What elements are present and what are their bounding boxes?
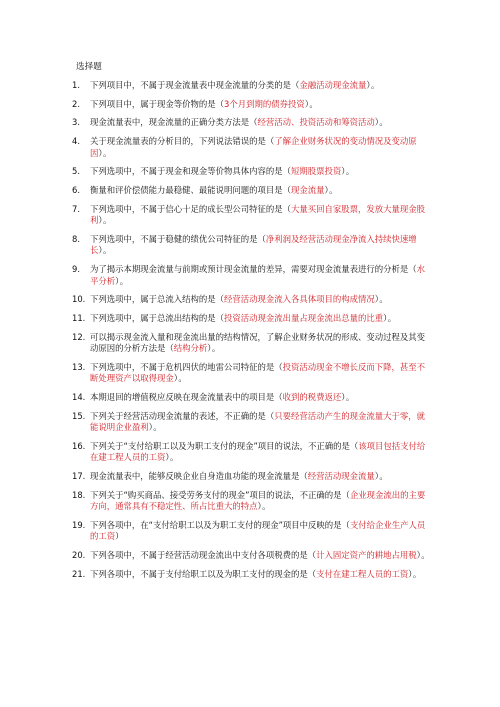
- question-answer: 收到的税费返还: [282, 391, 342, 402]
- question-number: 14.: [72, 391, 86, 402]
- question-close: ）。: [257, 501, 272, 512]
- question-answer: 3个月到期的债券投资: [224, 98, 305, 109]
- question-close: ）。: [173, 373, 188, 384]
- question-close: ）。: [341, 166, 355, 177]
- question-item: [72, 166, 432, 178]
- question-stem: 下列各项中，不属于支付给职工以及为职工支付的现金的是（: [90, 568, 317, 579]
- question-answer: 经营活动、投资活动和筹资活动: [257, 117, 375, 128]
- question-close: ）。: [383, 312, 397, 323]
- question-close: ）。: [148, 422, 163, 433]
- question-number: 3.: [72, 117, 80, 128]
- question-item: [72, 264, 432, 287]
- question-close: ）。: [408, 568, 422, 579]
- question-item: [72, 313, 432, 325]
- question-close: ）。: [341, 391, 355, 402]
- question-number: 21.: [72, 568, 86, 579]
- section-heading: 选择题: [76, 62, 102, 72]
- question-answer: 短期股票投资: [291, 166, 342, 177]
- question-answer: 水平分析: [90, 264, 425, 286]
- question-number: 5.: [72, 166, 80, 177]
- question-number: 19.: [72, 519, 86, 530]
- question-close: ）。: [115, 275, 129, 286]
- question-answer: 结构分析: [173, 343, 208, 354]
- question-stem: 下列关于“购买商品、接受劳务支付的现金”项目的说法，不正确的是（: [90, 489, 350, 500]
- question-number: 16.: [72, 440, 86, 451]
- question-stem: 下列各项中，不属于经营活动现金流出中支付各项税费的是（: [90, 550, 317, 561]
- question-stem: 为了揭示本期现金流量与前期或预计现金流量的差异，需要对现金流量表进行的分析是（: [90, 264, 417, 274]
- question-close: ）。: [374, 117, 389, 128]
- question-number: 11.: [72, 312, 86, 323]
- question-answer: 经营活动现金流量: [307, 471, 375, 481]
- question-stem: 下列项目中，不属于现金流量表中现金流量的分类的是（: [90, 80, 300, 90]
- question-close: ）。: [165, 452, 179, 463]
- question-answer: 企业现金流出的主要方向，通常具有不稳定性、所占比重大的特点: [90, 489, 426, 512]
- question-number: 20.: [72, 550, 86, 561]
- question-answer: 投资活动现金流出量占现金流出总量的比重: [224, 312, 384, 323]
- question-close: ）。: [304, 98, 319, 109]
- question-stem: 现金流量表中，现金流量的正确分类方法是（: [90, 117, 258, 128]
- question-answer: 了解企业财务状况的变动情况及变动原因: [90, 136, 417, 158]
- question-close: ）。: [98, 215, 112, 226]
- question-close: ）。: [207, 343, 221, 354]
- question-number: 7.: [72, 203, 80, 214]
- question-answer: 计入固定资产的耕地占用税: [316, 550, 417, 561]
- question-item: [72, 411, 432, 434]
- question-number: 17.: [72, 471, 86, 481]
- question-item: [72, 362, 432, 385]
- question-stem: 下列选项中，不属于危机四伏的地雷公司特征的是（: [90, 361, 283, 372]
- question-number: 8.: [72, 233, 80, 244]
- question-item: [72, 136, 432, 159]
- question-stem: 衡量和评价偿债能力最稳健、最能说明问题的项目是（: [90, 184, 291, 195]
- question-item: [72, 117, 432, 129]
- question-stem: 本期退回的增值税应反映在现金流量表中的项目是（: [90, 391, 283, 402]
- question-number: 10.: [72, 294, 86, 305]
- question-stem: 可以揭示现金流入量和现金流出量的结构情况，了解企业财务状况的形成、变动过程及其变动原因的分析方法是（: [90, 331, 425, 354]
- question-number: 18.: [72, 489, 86, 500]
- question-number: 1.: [72, 80, 80, 90]
- question-number: 13.: [72, 361, 86, 372]
- question-stem: 下列关于“支付给职工以及为职工支付的现金”项目的说法，不正确的是（: [90, 440, 359, 451]
- question-item: [72, 392, 432, 404]
- question-close: ）。: [374, 294, 389, 305]
- question-stem: 下列各项中，在“支付给职工以及为职工支付的现金”项目中反映的是（: [90, 519, 350, 530]
- question-close: ）。: [98, 147, 112, 158]
- question-stem: 下列关于经营活动现金流量的表述，不正确的是（: [90, 410, 275, 421]
- question-answer: 净利润及经营活动现金净流入持续快速增长: [90, 233, 417, 256]
- question-item: [72, 490, 432, 513]
- question-answer: 支付在建工程人员的工资: [316, 568, 409, 579]
- question-answer: 金融活动现金流量: [299, 80, 367, 90]
- question-number: 6.: [72, 184, 80, 195]
- question-item: [72, 569, 432, 581]
- question-stem: 下列选项中，属于总流出结构的是（: [90, 312, 224, 323]
- question-stem: 下列选项中，属于总流入结构的是（: [90, 294, 224, 305]
- question-item: [72, 294, 432, 306]
- question-item: [72, 234, 432, 257]
- question-stem: 现金流量表中，能够反映企业自身造血功能的现金流量是（: [90, 471, 308, 481]
- question-stem: 下列选项中，不属于信心十足的成长型公司特征的是（: [90, 203, 291, 214]
- question-answer: 支付给企业生产人员的工资: [90, 519, 426, 542]
- question-item: [72, 99, 432, 111]
- question-number: 9.: [72, 264, 80, 274]
- question-answer: 投资活动现金不增长反而下降，甚至不断处理资产以取得现金: [90, 361, 425, 384]
- question-item: [72, 185, 432, 197]
- question-answer: 现金流量: [291, 184, 325, 195]
- question-close: ）: [115, 531, 124, 542]
- question-stem: 下列选项中，不属于现金和现金等价物具体内容的是（: [90, 166, 291, 177]
- question-answer: 该项目包括支付给在建工程人员的工资: [90, 440, 426, 463]
- question-stem: 下列项目中，属于现金等价物的是（: [90, 98, 224, 109]
- question-close: ）。: [416, 550, 431, 561]
- question-item: [72, 441, 432, 464]
- question-close: ）。: [374, 471, 389, 481]
- question-stem: 关于现金流量表的分析目的，下列说法错误的是（: [90, 136, 275, 147]
- question-stem: 下列选项中，不属于稳健的绩优公司特征的是（: [90, 233, 266, 244]
- question-number: 12.: [72, 331, 86, 342]
- question-answer: 只要经营活动产生的现金流量大于零，就能说明企业盈利: [90, 410, 425, 433]
- question-list: [72, 80, 432, 587]
- question-answer: 大量买回自家股票，发放大量现金股利: [90, 203, 425, 226]
- question-number: 2.: [72, 98, 80, 109]
- question-item: [72, 471, 432, 483]
- question-item: [72, 550, 432, 562]
- question-number: 15.: [72, 410, 86, 421]
- question-item: [72, 332, 432, 355]
- question-item: [72, 80, 432, 92]
- question-item: [72, 204, 432, 227]
- question-answer: 经营活动现金流入各具体项目的构成情况: [224, 294, 375, 305]
- question-close: ）。: [98, 245, 112, 256]
- question-close: ）。: [324, 184, 339, 195]
- question-number: 4.: [72, 136, 80, 147]
- question-close: ）。: [366, 80, 380, 90]
- question-item: [72, 520, 432, 543]
